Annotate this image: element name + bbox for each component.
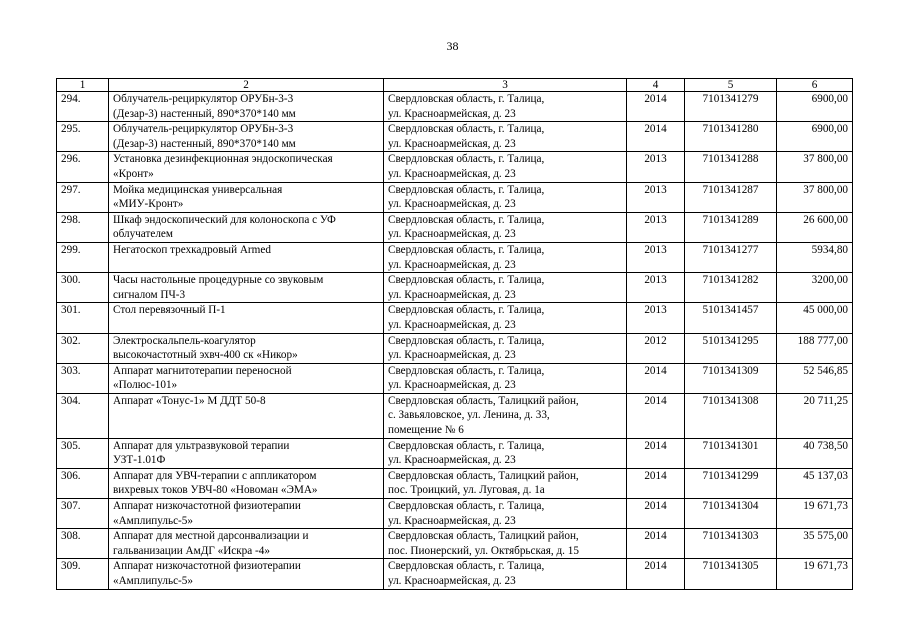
address-line: ул. Красноармейская, д. 23: [388, 288, 516, 301]
table-row: [57, 529, 853, 559]
address-line: ул. Красноармейская, д. 23: [388, 107, 516, 120]
row-number-cell: 307.: [57, 499, 109, 529]
item-name-cell: [109, 122, 384, 152]
item-name-line: облучателем: [113, 228, 173, 241]
inventory-number-cell: 7101341287: [685, 182, 777, 212]
cost-cell: 45 137,03: [777, 468, 853, 498]
address-line: Свердловская область, г. Талица,: [388, 213, 545, 226]
inventory-number-cell: 5101341295: [685, 333, 777, 363]
inventory-number-cell: 7101341277: [685, 242, 777, 272]
table-row: [57, 92, 853, 122]
year-cell: 2013: [627, 182, 685, 212]
item-name-cell: [109, 529, 384, 559]
inventory-number-cell: 7101341288: [685, 152, 777, 182]
item-name-line: Облучатель-рециркулятор ОРУБн-3-3: [113, 123, 294, 136]
row-number-cell: 298.: [57, 212, 109, 242]
address-line: Свердловская область, Талицкий район,: [388, 469, 579, 482]
year-cell: 2014: [627, 122, 685, 152]
row-number-cell: 300.: [57, 273, 109, 303]
address-line: Свердловская область, Талицкий район,: [388, 530, 579, 543]
cost-cell: 20 711,25: [777, 393, 853, 438]
row-number-cell: 301.: [57, 303, 109, 333]
year-cell: 2013: [627, 212, 685, 242]
address-line: Свердловская область, г. Талица,: [388, 500, 545, 513]
row-number-cell: 299.: [57, 242, 109, 272]
address-line: Свердловская область, г. Талица,: [388, 243, 545, 256]
item-name-line: Мойка медицинская универсальная: [113, 183, 283, 196]
inventory-number-cell: 7101341309: [685, 363, 777, 393]
inventory-number-cell: 7101341280: [685, 122, 777, 152]
cost-cell: 52 546,85: [777, 363, 853, 393]
address-line: Свердловская область, г. Талица,: [388, 364, 545, 377]
cost-cell: 35 575,00: [777, 529, 853, 559]
inventory-number-cell: 5101341457: [685, 303, 777, 333]
item-name-line: сигналом ПЧ-3: [113, 288, 186, 301]
address-cell: [384, 438, 627, 468]
table-row: [57, 182, 853, 212]
inventory-number-cell: 7101341308: [685, 393, 777, 438]
address-cell: [384, 363, 627, 393]
address-cell: [384, 242, 627, 272]
item-name-line: Аппарат для УВЧ-терапии с аппликатором: [113, 469, 317, 482]
address-line: ул. Красноармейская, д. 23: [388, 167, 516, 180]
table-row: [57, 242, 853, 272]
property-registry-table: [56, 78, 853, 590]
item-name-cell: [109, 212, 384, 242]
cost-cell: 5934,80: [777, 242, 853, 272]
item-name-line: Часы настольные процедурные со звуковым: [113, 274, 324, 287]
address-line: Свердловская область, г. Талица,: [388, 153, 545, 166]
address-line: ул. Красноармейская, д. 23: [388, 575, 516, 587]
item-name-line: (Дезар-3) настенный, 890*370*140 мм: [113, 107, 296, 120]
address-line: Свердловская область, г. Талица,: [388, 183, 545, 196]
address-line: Свердловская область, г. Талица,: [388, 560, 545, 573]
address-line: ул. Красноармейская, д. 23: [388, 228, 516, 241]
column-number-cell: 1: [57, 79, 109, 92]
address-line: ул. Красноармейская, д. 23: [388, 349, 516, 362]
row-number-cell: 309.: [57, 559, 109, 589]
column-number-cell: 3: [384, 79, 627, 92]
inventory-number-cell: 7101341303: [685, 529, 777, 559]
table-row: [57, 122, 853, 152]
address-cell: [384, 122, 627, 152]
address-line: Свердловская область, г. Талица,: [388, 439, 545, 452]
item-name-cell: [109, 152, 384, 182]
table-row: [57, 438, 853, 468]
year-cell: 2014: [627, 559, 685, 589]
address-cell: [384, 499, 627, 529]
cost-cell: 19 671,73: [777, 499, 853, 529]
table-row: [57, 499, 853, 529]
address-line: ул. Красноармейская, д. 23: [388, 137, 516, 150]
address-line: ул. Красноармейская, д. 23: [388, 198, 516, 211]
address-cell: [384, 182, 627, 212]
item-name-line: УЗТ-1.01Ф: [113, 454, 166, 467]
address-line: ул. Красноармейская, д. 23: [388, 454, 516, 467]
address-cell: [384, 212, 627, 242]
item-name-line: Стол перевязочный П-1: [113, 304, 226, 317]
row-number-cell: 296.: [57, 152, 109, 182]
item-name-cell: [109, 92, 384, 122]
item-name-cell: [109, 333, 384, 363]
table-row: [57, 152, 853, 182]
item-name-line: «Амплипульс-5»: [113, 575, 193, 587]
table-row: [57, 468, 853, 498]
address-line: Свердловская область, Талицкий район,: [388, 394, 579, 407]
item-name-line: Облучатель-рециркулятор ОРУБн-3-3: [113, 93, 294, 105]
address-line: Свердловская область, г. Талица,: [388, 93, 545, 105]
item-name-line: (Дезар-3) настенный, 890*370*140 мм: [113, 137, 296, 150]
item-name-line: Негатоскоп трехкадровый Armed: [113, 243, 271, 256]
year-cell: 2013: [627, 303, 685, 333]
inventory-number-cell: 7101341289: [685, 212, 777, 242]
table-row: [57, 273, 853, 303]
item-name-line: «МИУ-Кронт»: [113, 198, 184, 211]
item-name-line: «Полюс-101»: [113, 379, 178, 392]
cost-cell: 26 600,00: [777, 212, 853, 242]
row-number-cell: 306.: [57, 468, 109, 498]
cost-cell: 6900,00: [777, 92, 853, 122]
cost-cell: 45 000,00: [777, 303, 853, 333]
address-line: Свердловская область, г. Талица,: [388, 304, 545, 317]
item-name-line: «Кронт»: [113, 167, 154, 180]
address-line: Свердловская область, г. Талица,: [388, 123, 545, 136]
cost-cell: 40 738,50: [777, 438, 853, 468]
item-name-cell: [109, 242, 384, 272]
column-number-cell: 2: [109, 79, 384, 92]
year-cell: 2014: [627, 529, 685, 559]
address-line: с. Завьяловское, ул. Ленина, д. 33,: [388, 409, 550, 422]
year-cell: 2014: [627, 499, 685, 529]
item-name-line: гальванизации АмДГ «Искра -4»: [113, 544, 270, 557]
address-cell: [384, 333, 627, 363]
item-name-line: Аппарат «Тонус-1» М ДДТ 50-8: [113, 394, 266, 407]
cost-cell: 37 800,00: [777, 152, 853, 182]
item-name-line: «Амплипульс-5»: [113, 514, 193, 527]
column-number-row: [57, 79, 853, 92]
item-name-cell: [109, 559, 384, 589]
year-cell: 2013: [627, 242, 685, 272]
address-cell: [384, 393, 627, 438]
cost-cell: 6900,00: [777, 122, 853, 152]
address-cell: [384, 273, 627, 303]
item-name-cell: [109, 499, 384, 529]
address-line: помещение № 6: [388, 424, 464, 437]
item-name-line: Электроскальпель-коагулятор: [113, 334, 256, 347]
item-name-cell: [109, 393, 384, 438]
inventory-number-cell: 7101341282: [685, 273, 777, 303]
item-name-line: Аппарат для местной дарсонвализации и: [113, 530, 309, 543]
row-number-cell: 303.: [57, 363, 109, 393]
address-line: ул. Красноармейская, д. 23: [388, 514, 516, 527]
page-number: 38: [446, 39, 459, 53]
year-cell: 2014: [627, 92, 685, 122]
row-number-cell: 304.: [57, 393, 109, 438]
item-name-line: вихревых токов УВЧ-80 «Новоман «ЭМА»: [113, 484, 318, 497]
column-number-cell: 6: [777, 79, 853, 92]
year-cell: 2014: [627, 468, 685, 498]
cost-cell: 37 800,00: [777, 182, 853, 212]
address-cell: [384, 92, 627, 122]
item-name-line: Шкаф эндоскопический для колоноскопа с УФ: [113, 213, 336, 226]
address-line: ул. Красноармейская, д. 23: [388, 258, 516, 271]
year-cell: 2014: [627, 438, 685, 468]
item-name-cell: [109, 468, 384, 498]
item-name-line: Установка дезинфекционная эндоскопическая: [113, 153, 333, 166]
item-name-cell: [109, 273, 384, 303]
table-row: [57, 363, 853, 393]
year-cell: 2013: [627, 152, 685, 182]
item-name-cell: [109, 303, 384, 333]
year-cell: 2012: [627, 333, 685, 363]
item-name-line: Аппарат низкочастотной физиотерапии: [113, 500, 301, 513]
table-row: [57, 303, 853, 333]
address-cell: [384, 559, 627, 589]
address-line: пос. Пионерский, ул. Октябрьская, д. 15: [388, 544, 579, 557]
address-line: Свердловская область, г. Талица,: [388, 274, 545, 287]
cost-cell: 19 671,73: [777, 559, 853, 589]
row-number-cell: 305.: [57, 438, 109, 468]
item-name-cell: [109, 438, 384, 468]
inventory-number-cell: 7101341301: [685, 438, 777, 468]
row-number-cell: 294.: [57, 92, 109, 122]
table-row: [57, 393, 853, 438]
row-number-cell: 295.: [57, 122, 109, 152]
column-number-cell: 5: [685, 79, 777, 92]
item-name-line: Аппарат магнитотерапии переносной: [113, 364, 292, 377]
cost-cell: 188 777,00: [777, 333, 853, 363]
address-cell: [384, 303, 627, 333]
address-cell: [384, 152, 627, 182]
year-cell: 2013: [627, 273, 685, 303]
inventory-number-cell: 7101341305: [685, 559, 777, 589]
column-number-cell: 4: [627, 79, 685, 92]
item-name-cell: [109, 182, 384, 212]
row-number-cell: 297.: [57, 182, 109, 212]
row-number-cell: 308.: [57, 529, 109, 559]
inventory-number-cell: 7101341304: [685, 499, 777, 529]
inventory-number-cell: 7101341279: [685, 92, 777, 122]
address-line: пос. Троицкий, ул. Луговая, д. 1а: [388, 484, 545, 497]
year-cell: 2014: [627, 363, 685, 393]
address-cell: [384, 529, 627, 559]
year-cell: 2014: [627, 393, 685, 438]
table-row: [57, 212, 853, 242]
item-name-cell: [109, 363, 384, 393]
item-name-line: высокочастотный эхвч-400 ск «Никор»: [113, 349, 298, 362]
cost-cell: 3200,00: [777, 273, 853, 303]
item-name-line: Аппарат для ультразвуковой терапии: [113, 439, 290, 452]
address-cell: [384, 468, 627, 498]
address-line: ул. Красноармейская, д. 23: [388, 379, 516, 392]
inventory-number-cell: 7101341299: [685, 468, 777, 498]
row-number-cell: 302.: [57, 333, 109, 363]
item-name-line: Аппарат низкочастотной физиотерапии: [113, 560, 301, 573]
table-row: [57, 559, 853, 589]
address-line: Свердловская область, г. Талица,: [388, 334, 545, 347]
table-row: [57, 333, 853, 363]
address-line: ул. Красноармейская, д. 23: [388, 318, 516, 331]
